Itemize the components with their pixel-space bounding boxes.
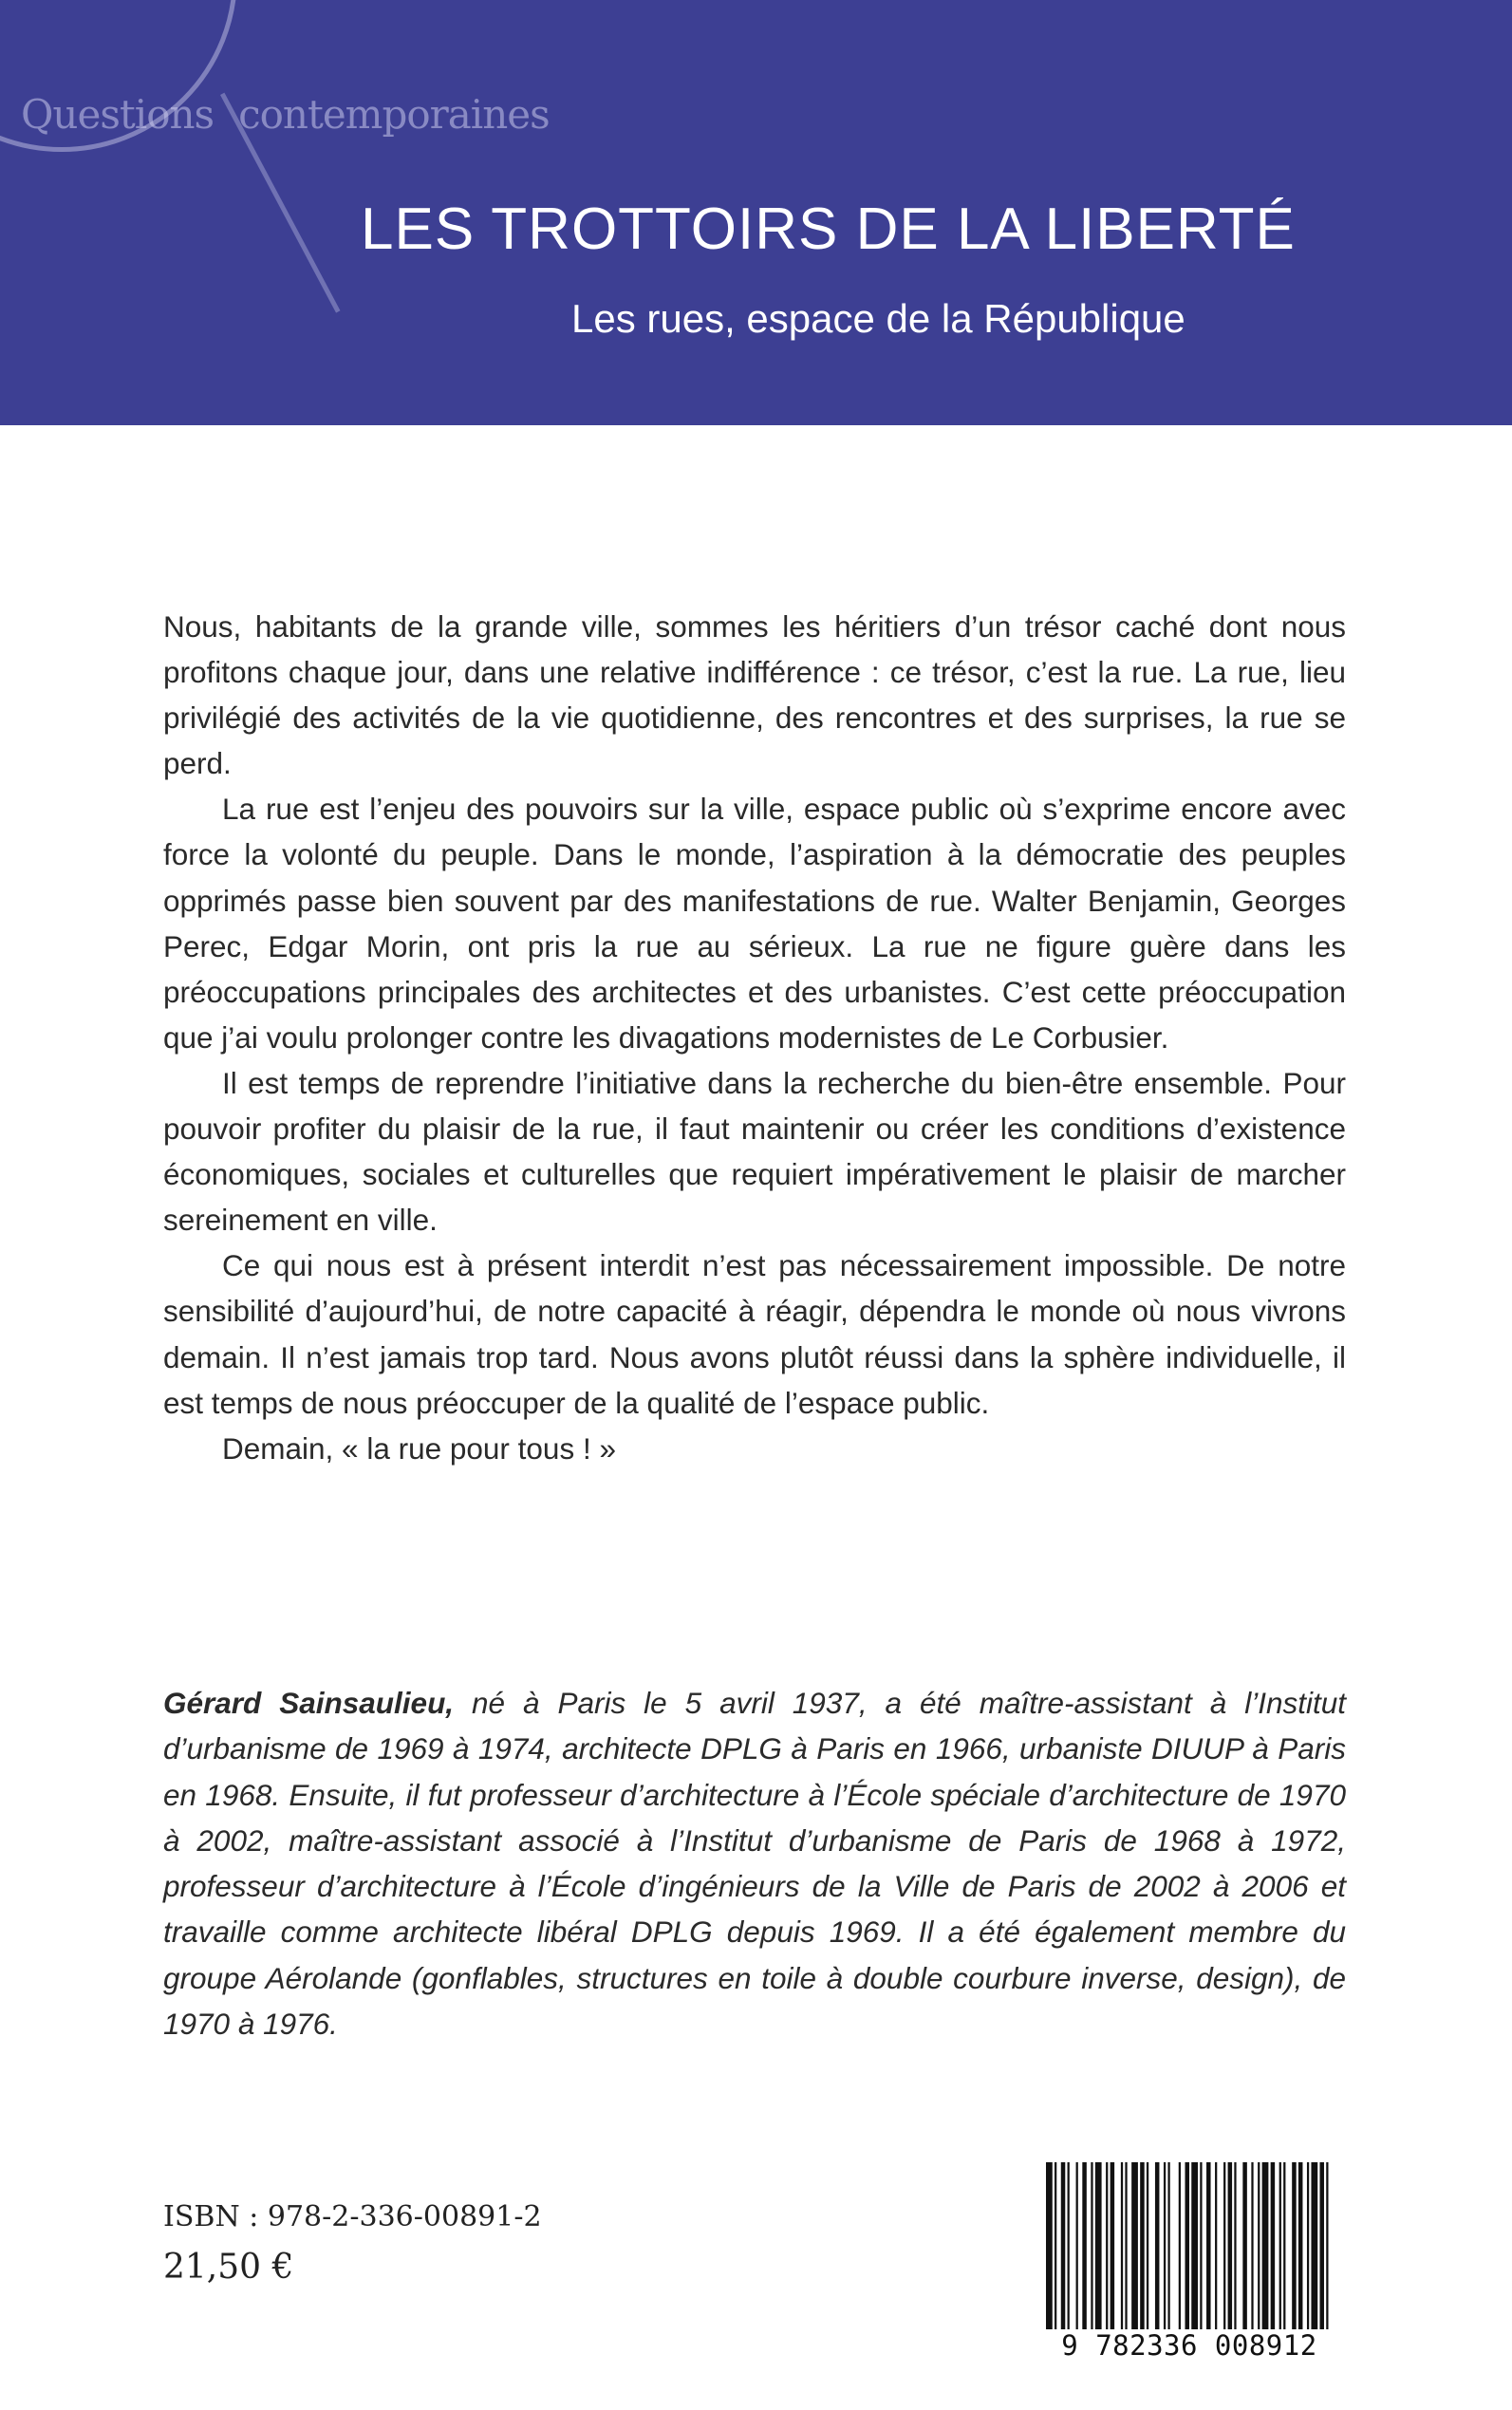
series-word-2: contemporaines bbox=[238, 91, 550, 138]
barcode-bar bbox=[1121, 2162, 1123, 2329]
barcode-bar bbox=[1311, 2162, 1317, 2329]
series-name bbox=[21, 91, 550, 138]
barcode-bar bbox=[1191, 2162, 1198, 2329]
barcode-bar bbox=[1076, 2162, 1078, 2329]
barcode-bar bbox=[1326, 2162, 1328, 2329]
barcode-bar bbox=[1206, 2162, 1211, 2329]
barcode-bar bbox=[1147, 2162, 1148, 2329]
blurb-paragraph: La rue est l’enjeu des pouvoirs sur la ville, espace public où s’exprime encore avec force la volonté du peuple. Dans le monde, l’aspiration à la démocratie des peuples opprimés passe bien souvent par des manifestations de rue. Walter Benjamin, Georges Perec, Edgar Morin, ont pris la rue au sérieux. La rue ne figure guère dans les préoccupations principales des architectes et des urbanistes. C’est cette préoccupation que j’ai voulu prolonger contre les divagations modernistes de Le Corbusier. bbox=[163, 792, 1346, 1055]
author-bio-text: né à Paris le 5 avril 1937, a été maître-assistant à l’Institut d’urbanisme de 1969 à 1974, architecte DPLG à Paris en 1966, urbaniste DIUUP à Paris en 1968. Ensuite, il fut professeur d’architecture à l’École spéciale d’architecture de 1970 à 2002, maître-assistant associé à l’Institut d’urbanisme de Paris de 1968 à 1972, professeur d’architecture à l’École d’ingénieurs de la Ville de Paris de 2002 à 2006 et travaille comme architecte libéral DPLG depuis 1969. Il a été également membre du groupe Aérolande (gonflables, structures en toile à double courbure inverse, design), de 1970 à 1976. bbox=[163, 1686, 1346, 2042]
barcode-bar bbox=[1125, 2162, 1127, 2329]
barcode-bar bbox=[1131, 2162, 1138, 2329]
barcode-bar bbox=[1111, 2162, 1115, 2329]
barcode-bar bbox=[1283, 2162, 1285, 2329]
blurb-paragraph: Ce qui nous est à présent interdit n’est pas nécessairement impossible. De notre sensibilité d’aujourd’hui, de notre capacité à réagir, dépendra le monde où nous vivrons demain. Il n’est jamais trop tard. Nous avons plutôt réussi dans la sphère individuelle, il est temps de nous préoccuper de la qualité de l’espace public. bbox=[163, 1248, 1346, 1420]
barcode-bar bbox=[1106, 2162, 1108, 2329]
barcode-bar bbox=[1279, 2162, 1281, 2329]
barcode-bar bbox=[1155, 2162, 1160, 2329]
author-bio bbox=[163, 1680, 1346, 2046]
blurb-paragraph: Nous, habitants de la grande ville, sommes les héritiers d’un trésor caché dont nous profitons chaque jour, dans une relative indifférence : ce trésor, c’est la rue. La rue, lieu privilégié des activités de la vie quotidienne, des rencontres et des surprises, la rue se perd. bbox=[163, 609, 1346, 781]
barcode-bar bbox=[1068, 2162, 1070, 2329]
barcode-bar bbox=[1319, 2162, 1324, 2329]
barcode-bar bbox=[1228, 2162, 1233, 2329]
barcode-bar bbox=[1055, 2162, 1056, 2329]
barcode-bar bbox=[1061, 2162, 1066, 2329]
barcode-bar bbox=[1234, 2162, 1236, 2329]
barcode-bar bbox=[1271, 2162, 1276, 2329]
back-cover-blurb bbox=[163, 604, 1346, 1471]
barcode-bar bbox=[1223, 2162, 1225, 2329]
barcode-bar bbox=[1167, 2162, 1169, 2329]
barcode-digits: 9 782336 008912 bbox=[1061, 2329, 1317, 2362]
barcode-bar bbox=[1251, 2162, 1253, 2329]
barcode-bar bbox=[1179, 2162, 1181, 2329]
author-name: Gérard Sainsaulieu, bbox=[163, 1686, 455, 1720]
blurb-paragraph: Il est temps de reprendre l’initiative dans la recherche du bien-être ensemble. Pour pouvoir profiter du plaisir de la rue, il faut maintenir ou créer les conditions d’existence économiques, sociales et culturelles que requiert impérativement le plaisir de marcher sereinement en ville. bbox=[163, 1065, 1346, 1238]
isbn-number: ISBN : 978-2-336-00891-2 bbox=[163, 2200, 542, 2233]
barcode-bar bbox=[1082, 2162, 1087, 2329]
barcode-bar bbox=[1140, 2162, 1145, 2329]
barcode-bar bbox=[1200, 2162, 1202, 2329]
series-word-1: Questions bbox=[21, 91, 215, 138]
barcode-bar bbox=[1091, 2162, 1092, 2329]
barcode-bar bbox=[1185, 2162, 1189, 2329]
book-title: LES TROTTOIRS DE LA LIBERTÉ bbox=[361, 196, 1296, 262]
barcode-bar bbox=[1258, 2162, 1260, 2329]
barcode-bar bbox=[1242, 2162, 1247, 2329]
blurb-paragraph: Demain, « la rue pour tous ! » bbox=[222, 1430, 616, 1466]
price: 21,50 € bbox=[163, 2248, 294, 2287]
barcode-bar bbox=[1215, 2162, 1217, 2329]
barcode-bar bbox=[1262, 2162, 1269, 2329]
barcode-bar bbox=[1307, 2162, 1309, 2329]
title-banner bbox=[0, 0, 1512, 425]
barcode-bar bbox=[1298, 2162, 1303, 2329]
barcode bbox=[1042, 2162, 1336, 2329]
book-subtitle: Les rues, espace de la République bbox=[571, 296, 1185, 341]
barcode-bar bbox=[1164, 2162, 1166, 2329]
barcode-bar bbox=[1046, 2162, 1053, 2329]
barcode-bar bbox=[1095, 2162, 1102, 2329]
barcode-bar bbox=[1292, 2162, 1297, 2329]
